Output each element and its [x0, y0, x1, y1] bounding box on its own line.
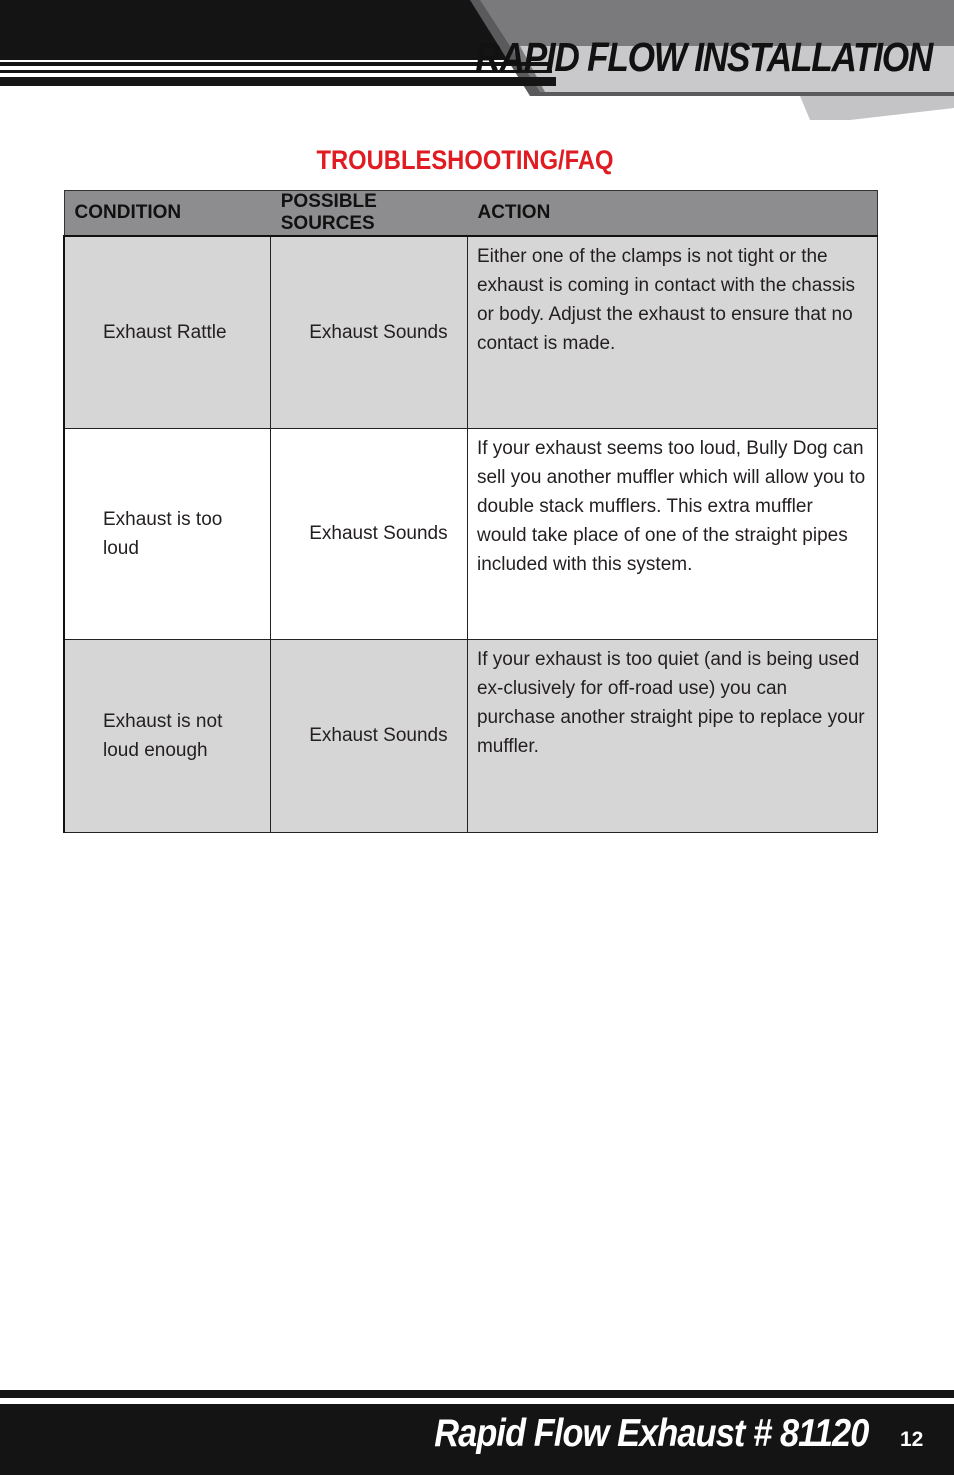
header-title: RAPID FLOW INSTALLATION — [475, 34, 932, 80]
column-header-condition: CONDITION — [64, 191, 271, 237]
table-header-row — [64, 191, 878, 237]
section-title: TROUBLESHOOTING/FAQ — [316, 145, 614, 175]
source-cell: Exhaust Sounds — [271, 236, 468, 428]
condition-cell: Exhaust Rattle — [64, 236, 271, 428]
table-row — [64, 236, 878, 428]
table-row — [64, 428, 878, 639]
source-cell: Exhaust Sounds — [271, 639, 468, 832]
troubleshooting-table — [63, 190, 878, 833]
column-header-sources: POSSIBLE SOURCES — [271, 191, 468, 237]
page-number: 12 — [900, 1428, 924, 1451]
action-cell: Either one of the clamps is not tight or the exhaust is coming in contact with the chassis or body. Adjust the exhaust to ensure that no contact is made. — [467, 236, 877, 428]
condition-cell: Exhaust is not loud enough — [64, 639, 271, 832]
source-cell: Exhaust Sounds — [271, 428, 468, 639]
column-header-action: ACTION — [467, 191, 877, 237]
action-cell: If your exhaust seems too loud, Bully Dog can sell you another muffler which will allow you to double stack mufflers. This extra muffler would take place of one of the straight pipes included with this system. — [467, 428, 877, 639]
condition-cell: Exhaust is too loud — [64, 428, 271, 639]
footer-title: Rapid Flow Exhaust # 81120 — [433, 1412, 868, 1455]
table-row — [64, 639, 878, 832]
action-cell: If your exhaust is too quiet (and is being used ex-clusively for off-road use) you can purchase another straight pipe to replace your muffler. — [467, 639, 877, 832]
